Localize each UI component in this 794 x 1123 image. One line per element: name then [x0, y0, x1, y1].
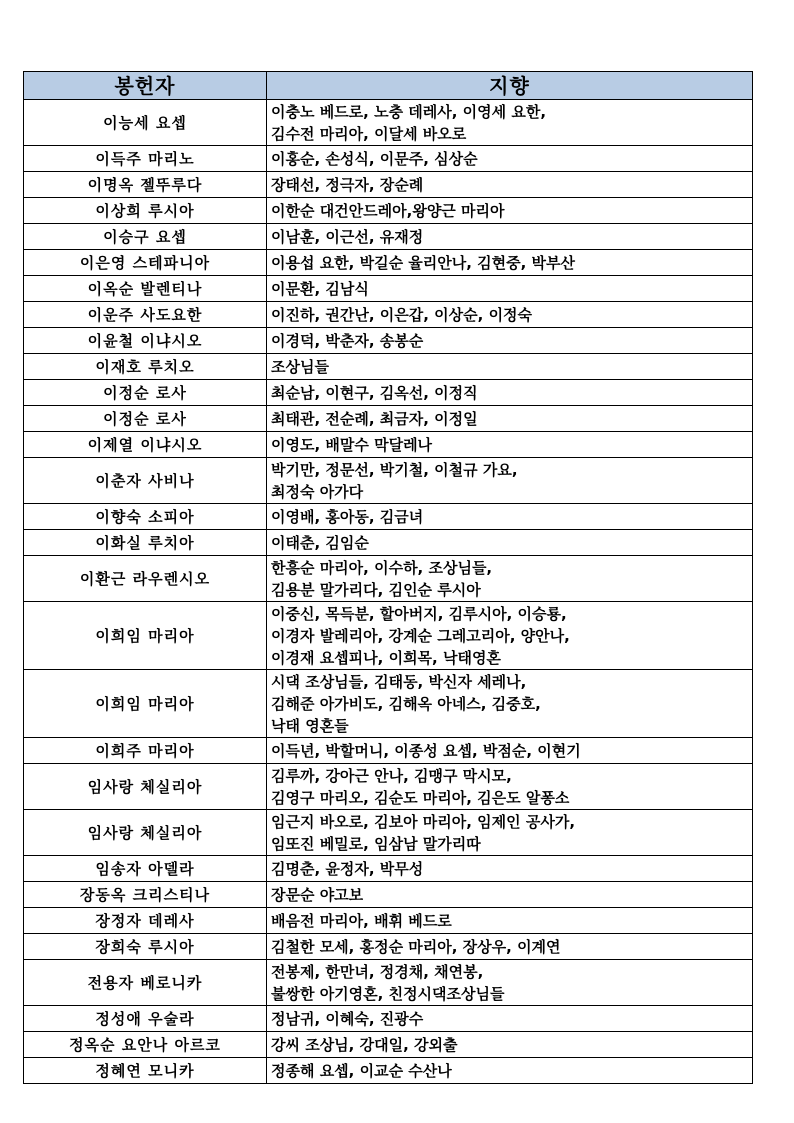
donor-cell: 임사랑 체실리아: [24, 764, 267, 810]
table-row: [24, 810, 753, 856]
donor-cell: 장동옥 크리스티나: [24, 882, 267, 908]
donor-column-header: 봉헌자: [24, 72, 267, 100]
intention-cell: [267, 556, 753, 602]
intention-line: 최순남, 이현구, 김옥선, 이정직: [271, 383, 478, 402]
intention-cell: [267, 602, 753, 670]
table-row: [24, 380, 753, 406]
intention-line: 시댁 조상님들, 김태동, 박신자 세레나,: [271, 672, 527, 691]
intention-line: 전봉제, 한만녀, 정경채, 채연봉,: [271, 962, 484, 981]
table-row: [24, 934, 753, 960]
intention-line: 강씨 조상님, 강대일, 강외출: [271, 1035, 458, 1054]
table-row: [24, 856, 753, 882]
intention-cell: [267, 530, 753, 556]
intention-cell: [267, 100, 753, 146]
donor-cell: 이화실 루치아: [24, 530, 267, 556]
intention-cell: [267, 738, 753, 764]
intention-cell: [267, 328, 753, 354]
intention-line: 한흥순 마리아, 이수하, 조상님들,: [271, 558, 493, 577]
intention-line: 이진하, 권간난, 이은갑, 이상순, 이정숙: [271, 305, 533, 324]
table-row: [24, 224, 753, 250]
intention-line: 배음전 마리아, 배휘 베드로: [271, 911, 452, 930]
intention-line: 이득년, 박할머니, 이종성 요셉, 박점순, 이현기: [271, 741, 581, 760]
intention-line: 이용섭 요한, 박길순 율리안나, 김현중, 박부산: [271, 253, 576, 272]
intention-line: 이영도, 배말수 막달레나: [271, 435, 433, 454]
donor-cell: 이상희 루시아: [24, 198, 267, 224]
intention-line: 이남훈, 이근선, 유재정: [271, 227, 424, 246]
donor-cell: 이춘자 사비나: [24, 458, 267, 504]
intention-line: 김용분 말가리다, 김인순 루시아: [271, 580, 481, 599]
intention-line: 이중신, 목득분, 할아버지, 김루시아, 이승룡,: [271, 604, 567, 623]
donor-cell: 이희임 마리아: [24, 602, 267, 670]
intention-cell: [267, 406, 753, 432]
table-row: [24, 146, 753, 172]
donor-cell: 이향숙 소피아: [24, 504, 267, 530]
table-row: [24, 354, 753, 380]
intention-line: 이경덕, 박춘자, 송봉순: [271, 331, 424, 350]
table-row: [24, 302, 753, 328]
donor-cell: 정혜연 모니카: [24, 1058, 267, 1084]
donor-cell: 이제열 이냐시오: [24, 432, 267, 458]
table-row: [24, 602, 753, 670]
donor-cell: 이환근 라우렌시오: [24, 556, 267, 602]
table-body: [24, 100, 753, 1084]
table-row: [24, 670, 753, 738]
table-row: [24, 530, 753, 556]
table-row: [24, 764, 753, 810]
table-row: [24, 406, 753, 432]
intention-line: 박기만, 정문선, 박기철, 이철규 가요,: [271, 460, 518, 479]
table-row: [24, 198, 753, 224]
table-row: [24, 960, 753, 1006]
table-row: [24, 276, 753, 302]
intention-cell: [267, 224, 753, 250]
donor-cell: 이정순 로사: [24, 380, 267, 406]
intention-line: 이경재 요셉피나, 이희목, 낙태영혼: [271, 648, 501, 667]
donor-cell: 이재호 루치오: [24, 354, 267, 380]
intention-cell: [267, 146, 753, 172]
table-row: [24, 738, 753, 764]
table-row: [24, 458, 753, 504]
intention-line: 불쌍한 아기영혼, 친정시댁조상님들: [271, 984, 505, 1003]
intention-line: 김명춘, 윤정자, 박무성: [271, 859, 424, 878]
table-row: [24, 100, 753, 146]
intention-line: 김루까, 강아근 안나, 김맹구 막시모,: [271, 766, 512, 785]
intention-line: 이한순 대건안드레아,왕양근 마리아: [271, 201, 505, 220]
intention-line: 이영배, 홍아동, 김금녀: [271, 507, 424, 526]
donor-cell: 정옥순 요안나 아르코: [24, 1032, 267, 1058]
donor-cell: 이정순 로사: [24, 406, 267, 432]
intention-cell: [267, 1032, 753, 1058]
intention-cell: [267, 250, 753, 276]
table-row: [24, 556, 753, 602]
donor-cell: 이은영 스테파니아: [24, 250, 267, 276]
donor-cell: 이승구 요셉: [24, 224, 267, 250]
intention-line: 장태선, 정극자, 장순례: [271, 175, 424, 194]
intention-line: 정남귀, 이혜숙, 진광수: [271, 1009, 424, 1028]
intention-cell: [267, 856, 753, 882]
intention-line: 임근지 바오로, 김보아 마리아, 임제인 공사가,: [271, 812, 576, 831]
donor-cell: 이희주 마리아: [24, 738, 267, 764]
intention-cell: [267, 1058, 753, 1084]
header-row: [24, 72, 753, 100]
donor-cell: 이명옥 젤뚜루다: [24, 172, 267, 198]
donor-cell: 이능세 요셉: [24, 100, 267, 146]
donor-cell: 이득주 마리노: [24, 146, 267, 172]
intention-cell: [267, 934, 753, 960]
intention-line: 이충노 베드로, 노충 데레사, 이영세 요한,: [271, 102, 547, 121]
donor-cell: 정성애 우술라: [24, 1006, 267, 1032]
table-row: [24, 1058, 753, 1084]
donor-cell: 이옥순 발렌티나: [24, 276, 267, 302]
intention-line: 이홍순, 손성식, 이문주, 심상순: [271, 149, 478, 168]
intention-line: 이문환, 김남식: [271, 279, 369, 298]
intention-line: 김해준 아가비도, 김해옥 아네스, 김중호,: [271, 694, 541, 713]
donor-cell: 이윤철 이냐시오: [24, 328, 267, 354]
intention-cell: [267, 504, 753, 530]
intention-cell: [267, 354, 753, 380]
intention-cell: [267, 276, 753, 302]
table-row: [24, 172, 753, 198]
table-row: [24, 1032, 753, 1058]
donor-cell: 임사랑 체실리아: [24, 810, 267, 856]
donor-cell: 임송자 아델라: [24, 856, 267, 882]
intention-cell: [267, 882, 753, 908]
intention-line: 김영구 마리오, 김순도 마리아, 김은도 알퐁소: [271, 788, 570, 807]
intention-cell: [267, 908, 753, 934]
donor-cell: 장희숙 루시아: [24, 934, 267, 960]
intention-cell: [267, 810, 753, 856]
intention-cell: [267, 302, 753, 328]
intention-cell: [267, 458, 753, 504]
intention-line: 최정숙 아가다: [271, 482, 364, 501]
table-row: [24, 908, 753, 934]
intention-line: 김철한 모세, 홍정순 마리아, 장상우, 이계연: [271, 937, 561, 956]
donor-cell: 이희임 마리아: [24, 670, 267, 738]
donor-cell: 전용자 베로니카: [24, 960, 267, 1006]
table-row: [24, 250, 753, 276]
intention-line: 낙태 영혼들: [271, 716, 349, 735]
intention-column-header: 지향: [267, 72, 753, 100]
table-row: [24, 504, 753, 530]
intention-line: 김수전 마리아, 이달세 바오로: [271, 124, 467, 143]
table-row: [24, 432, 753, 458]
intention-cell: [267, 198, 753, 224]
intention-cell: [267, 432, 753, 458]
table-row: [24, 328, 753, 354]
intention-line: 이경자 발레리아, 강계순 그레고리아, 양안나,: [271, 626, 570, 645]
donor-cell: 장정자 데레사: [24, 908, 267, 934]
intention-line: 조상님들: [271, 357, 329, 376]
intention-cell: [267, 764, 753, 810]
table-row: [24, 1006, 753, 1032]
intention-cell: [267, 172, 753, 198]
intention-cell: [267, 670, 753, 738]
intention-cell: [267, 960, 753, 1006]
intention-cell: [267, 380, 753, 406]
donor-cell: 이운주 사도요한: [24, 302, 267, 328]
table-row: [24, 882, 753, 908]
intention-line: 이태춘, 김임순: [271, 533, 369, 552]
intention-line: 최태관, 전순례, 최금자, 이정일: [271, 409, 478, 428]
intention-line: 장문순 야고보: [271, 885, 364, 904]
intention-table: [23, 71, 753, 1084]
intention-cell: [267, 1006, 753, 1032]
intention-line: 임또진 베밀로, 임삼남 말가리따: [271, 834, 481, 853]
intention-line: 정종해 요셉, 이교순 수산나: [271, 1061, 452, 1080]
